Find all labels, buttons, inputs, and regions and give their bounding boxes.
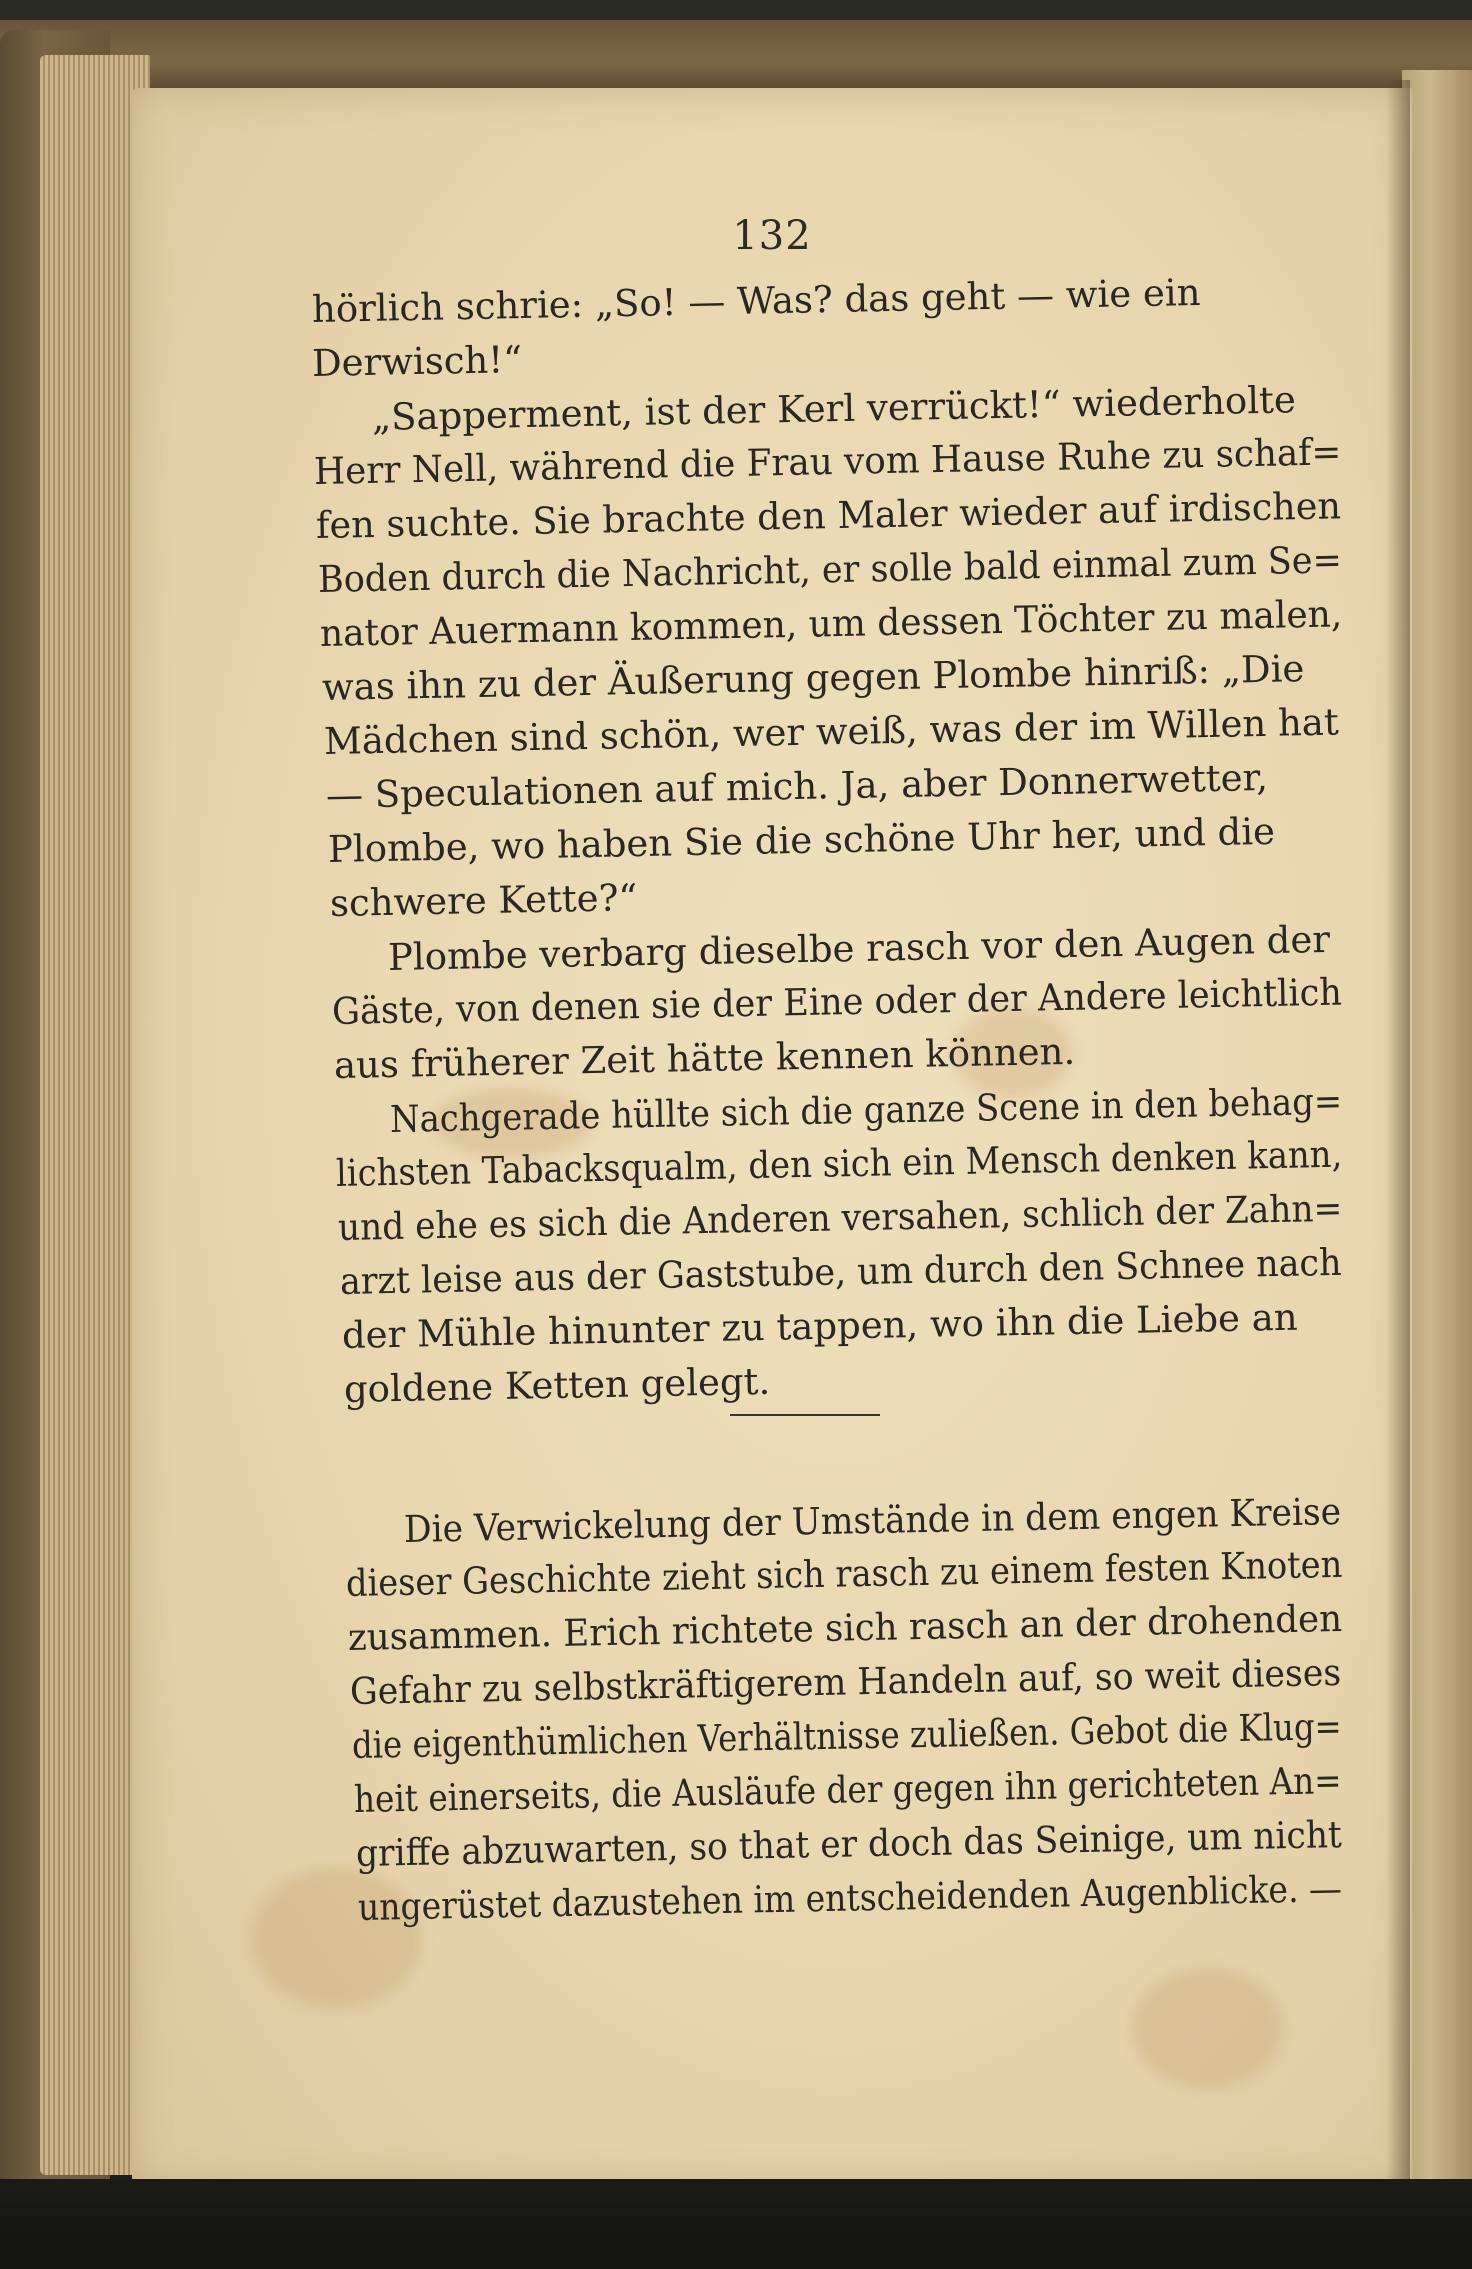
text-line: fen suchte. Sie brachte den Maler wieder auf irdischen xyxy=(315,484,1342,547)
text-line: heit einerseits, die Ausläufe der gegen ihn gerichteten An= xyxy=(353,1759,1342,1821)
text-line: ungerüstet dazustehen im entscheidenden Augenblicke. — xyxy=(357,1867,1343,1929)
text-line: der Mühle hinunter zu tappen, wo ihn die Liebe an xyxy=(341,1295,1298,1357)
book-page xyxy=(132,88,1412,2188)
text-line: lichsten Tabacksqualm, den sich ein Mensch denken kann, xyxy=(335,1132,1343,1195)
text-line: zusammen. Erich richtete sich rasch an der drohenden xyxy=(347,1596,1343,1659)
text-line: „Sapperment, ist der Kerl verrückt!“ wiederholte xyxy=(371,378,1297,439)
text-line: Nachgerade hüllte sich die ganze Scene in den behag= xyxy=(389,1079,1343,1141)
text-line: Herr Nell, während die Frau vom Hause Ruhe zu schaf= xyxy=(313,430,1342,493)
text-line: Gäste, von denen sie der Eine oder der Andere leichtlich xyxy=(331,970,1343,1033)
text-line: was ihn zu der Äußerung gegen Plombe hinriß: „Die xyxy=(321,647,1305,709)
text-line: Derwisch!“ xyxy=(311,337,523,385)
text-line: griffe abzuwarten, so that er doch das Seinige, um nicht xyxy=(355,1813,1343,1875)
text-line: Plombe, wo haben Sie die schöne Uhr her, und die xyxy=(327,809,1276,871)
text-line: Die Verwickelung der Umstände in dem engen Kreise xyxy=(403,1490,1342,1551)
book-cover-top xyxy=(0,20,1472,90)
text-line: Gefahr zu selbstkräftigerem Handeln auf, so weit dieses xyxy=(349,1650,1342,1713)
text-line: hörlich schrie: „So! — Was? das geht — wie ein xyxy=(311,270,1201,331)
text-line: schwere Kette?“ xyxy=(329,876,638,925)
page-number: 132 xyxy=(732,213,812,259)
background-bottom xyxy=(0,2179,1472,2269)
text-line: arzt leise aus der Gaststube, um durch den Schnee nach xyxy=(339,1240,1342,1303)
text-line: nator Auermann kommen, um dessen Töchter zu malen, xyxy=(319,592,1343,655)
text-line: und ehe es sich die Anderen versahen, schlich der Zahn= xyxy=(337,1186,1343,1249)
text-line: Boden durch die Nachricht, er solle bald einmal zum Se= xyxy=(317,538,1343,601)
text-line: dieser Geschichte zieht sich rasch zu einem festen Knoten xyxy=(345,1542,1343,1605)
text-line: Plombe verbarg dieselbe rasch vor den Augen der xyxy=(387,917,1331,979)
text-line: aus früherer Zeit hätte kennen können. xyxy=(333,1029,1076,1087)
text-line: die eigenthümlichen Verhältnisse zuließen. Gebot die Klug= xyxy=(351,1705,1343,1767)
body-text xyxy=(132,88,1412,2188)
text-line: goldene Ketten gelegt. xyxy=(343,1359,771,1411)
text-line: Mädchen sind schön, wer weiß, was der im Willen hat xyxy=(323,700,1340,763)
text-line: — Speculationen auf mich. Ja, aber Donnerwetter, xyxy=(325,755,1269,817)
facing-page-edge xyxy=(1402,70,1472,2190)
section-divider xyxy=(730,1414,880,1416)
gutter-shadow xyxy=(1386,80,1410,2180)
